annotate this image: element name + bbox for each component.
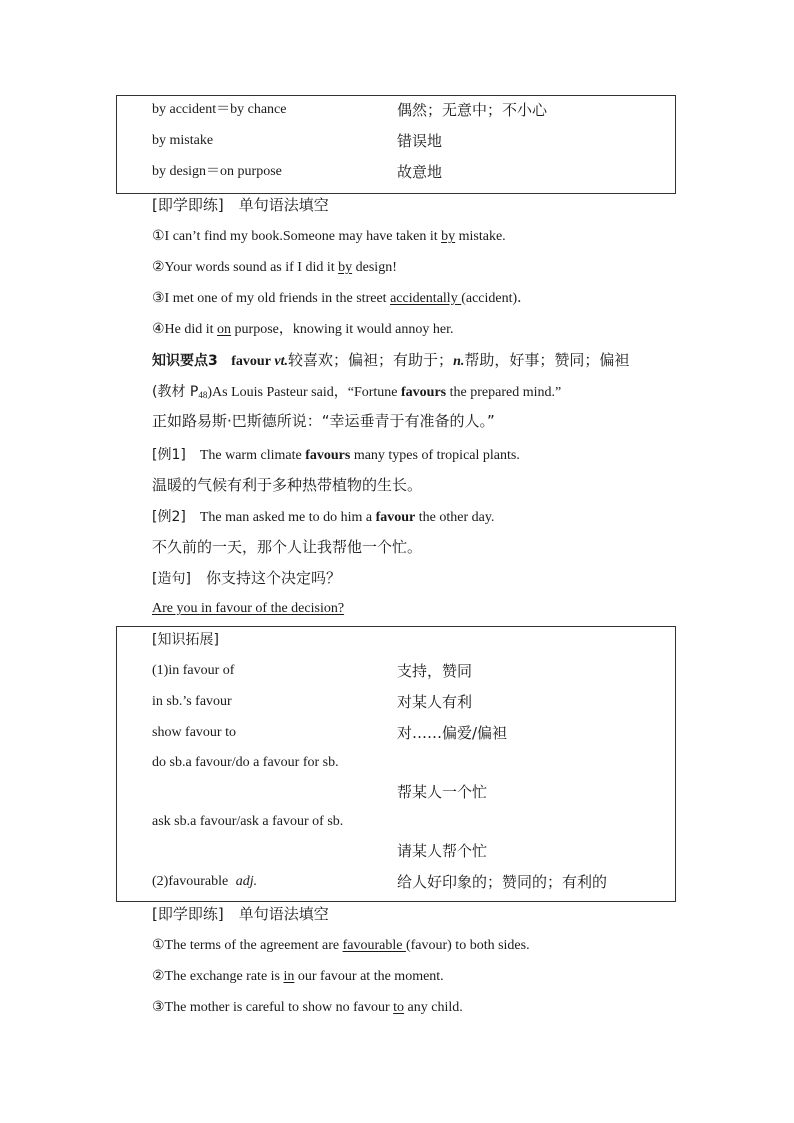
phrase-zh: 故意地 [397,163,443,181]
phrase-en: by accident＝by chance [152,102,287,117]
example-2: [例2] The man asked me to do him a favour the other day. [152,509,495,525]
exercise-item: ③The mother is careful to show no favour to any child. [152,1000,463,1015]
example-2-translation: 不久前的一天，那个人让我帮他一个忙。 [152,538,423,556]
practice-header: [即学即练] 单句语法填空 [152,905,329,923]
knowledge-point-heading: 知识要点3 favour vt.较喜欢；偏袒；有助于；n.帮助，好事；赞同；偏袒 [152,351,630,369]
answer: in [283,969,295,984]
exercise-item: ②Your words sound as if I did it by design! [152,260,397,275]
phrase-row [152,163,443,181]
answer: accidentally [390,291,462,306]
example-1-translation: 温暖的气候有利于多种热带植物的生长。 [152,476,423,494]
textbook-quote: (教材 $P_{48})As$ Louis Pasteur said，“Fortune favours the prepared mind.” [152,384,562,400]
answer: favourable [342,938,406,953]
phrase-en: by design＝on purpose [152,164,282,179]
phrase-row: in sb.’s favour 对某人有利 [152,693,473,711]
exercise-item: ④He did it on purpose，knowing it would annoy her. [152,322,454,337]
phrase-row: (1)in favour of 支持，赞同 [152,662,473,680]
textbook-quote-translation: 正如路易斯·巴斯德所说：“幸运垂青于有准备的人。” [152,412,495,430]
phrase-row: show favour to 对……偏爱/偏袒 [152,724,508,742]
expansion-header: [知识拓展] [152,632,219,648]
phrase-row: do sb.a favour/do a favour for sb. [152,755,339,770]
sentence-answer: Are you in favour of the decision? [152,601,345,616]
phrase-row: (2)favourable adj. 给人好印象的；赞同的；有利的 [152,873,608,891]
phrase-row: ask sb.a favour/ask a favour of sb. [152,814,344,829]
phrase-en: by mistake [152,133,214,148]
phrase-zh: 错误地 [397,132,443,150]
phrase-box-by [116,95,676,194]
answer: by [338,260,353,275]
phrase-row [152,101,548,119]
exercise-item: ①The terms of the agreement are favourable (favour) to both sides. [152,938,530,953]
phrase-row [152,132,443,150]
sentence-making: [造句] 你支持这个决定吗？ [152,569,341,587]
phrase-zh: 偶然；无意中；不小心 [397,101,548,119]
exercise-item: ①I can’t find my book.Someone may have taken it by mistake. [152,229,506,244]
knowledge-expansion-box: [知识拓展] (1)in favour of 支持，赞同 in sb.’s favour 对某人有利 show favour to 对……偏爱/偏袒 do sb.a favour/do a favour for sb. 帮某人一个忙 ask sb.a favour/ask a favour of sb. 请某人帮个忙 (2)favourable adj. 给人好印象的；赞同的；有利的 [116,626,676,902]
answer: by [441,229,456,244]
example-1: [例1] The warm climate favours many types of tropical plants. [152,447,520,463]
exercise-item: ③I met one of my old friends in the street accidentally (accident)． [152,291,532,306]
answer: on [217,322,232,337]
practice-header: [即学即练] 单句语法填空 [152,196,329,214]
exercise-item: ②The exchange rate is in our favour at the moment. [152,969,444,984]
answer: to [393,1000,405,1015]
